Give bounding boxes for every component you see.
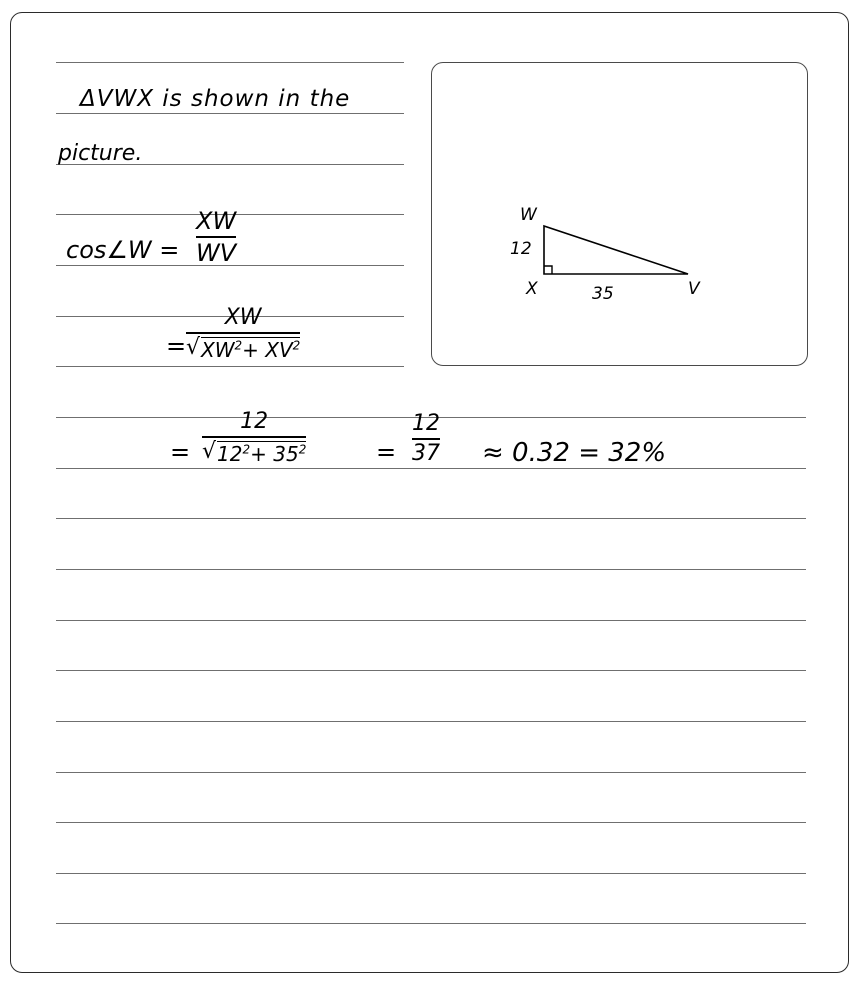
ruled-line (56, 822, 806, 823)
fraction-bar (196, 236, 236, 238)
sqrt-expression (202, 441, 306, 465)
vertex-label-w: W (520, 205, 537, 225)
figure-box (431, 62, 808, 366)
exponent: 2 (298, 442, 307, 457)
equals-sign-3: = (170, 438, 191, 466)
ruled-line (56, 620, 806, 621)
approx-result: ≈ 0.32 = 32% (482, 438, 667, 468)
fraction-numerator: 12 (240, 409, 269, 434)
ruled-line (56, 670, 806, 671)
vertex-label-x: X (526, 279, 538, 299)
ruled-line (56, 366, 404, 367)
vertex-label-v: V (688, 279, 700, 299)
fraction-bar (412, 438, 440, 440)
side-label-xw: 12 (510, 239, 532, 259)
exponent: 2 (292, 338, 301, 353)
fraction-bar (186, 332, 300, 334)
ruled-line (56, 873, 806, 874)
intro-line-2: picture. (58, 141, 143, 166)
equals-sign-2: = (166, 332, 187, 360)
term-xv: + XV (242, 338, 293, 363)
exponent: 2 (234, 338, 243, 353)
term-12: 12 (217, 442, 243, 467)
ruled-line (56, 468, 806, 469)
fraction-denominator (202, 440, 306, 465)
fraction-bar (202, 436, 306, 438)
fraction-denominator (186, 336, 300, 361)
equals-sign-4: = (376, 438, 397, 466)
side-label-xv: 35 (592, 284, 614, 304)
ruled-line (56, 923, 806, 924)
ruled-line (56, 113, 404, 114)
fraction-numerator: XW (224, 305, 262, 330)
sqrt-expression (186, 337, 300, 361)
sqrt-icon: √ (202, 439, 217, 465)
fraction-denominator: 37 (412, 441, 440, 467)
intro-line-1: ΔVWX is shown in the (80, 86, 351, 112)
ruled-line (56, 721, 806, 722)
fraction-xw-over-sqrt (186, 306, 300, 361)
triangle-vwx (544, 226, 688, 274)
term-xw: XW (201, 338, 235, 363)
fraction-12-over-sqrt (202, 410, 306, 465)
fraction-denominator: WV (196, 239, 237, 268)
term-35: + 35 (250, 442, 299, 467)
right-triangle-diagram (432, 63, 809, 367)
ruled-line (56, 772, 806, 773)
sqrt-icon: √ (186, 335, 201, 361)
fraction-xw-over-wv (196, 208, 236, 267)
ruled-line (56, 569, 806, 570)
fraction-numerator: XW (196, 207, 237, 235)
fraction-numerator: 12 (412, 411, 440, 436)
sqrt-body (217, 441, 306, 465)
ruled-line (56, 518, 806, 519)
cos-label: cos∠W = (66, 236, 180, 264)
fraction-12-over-37 (412, 412, 440, 466)
ruled-line (56, 62, 404, 63)
exponent: 2 (242, 442, 251, 457)
right-angle-mark (544, 266, 552, 274)
sqrt-body (201, 337, 300, 361)
